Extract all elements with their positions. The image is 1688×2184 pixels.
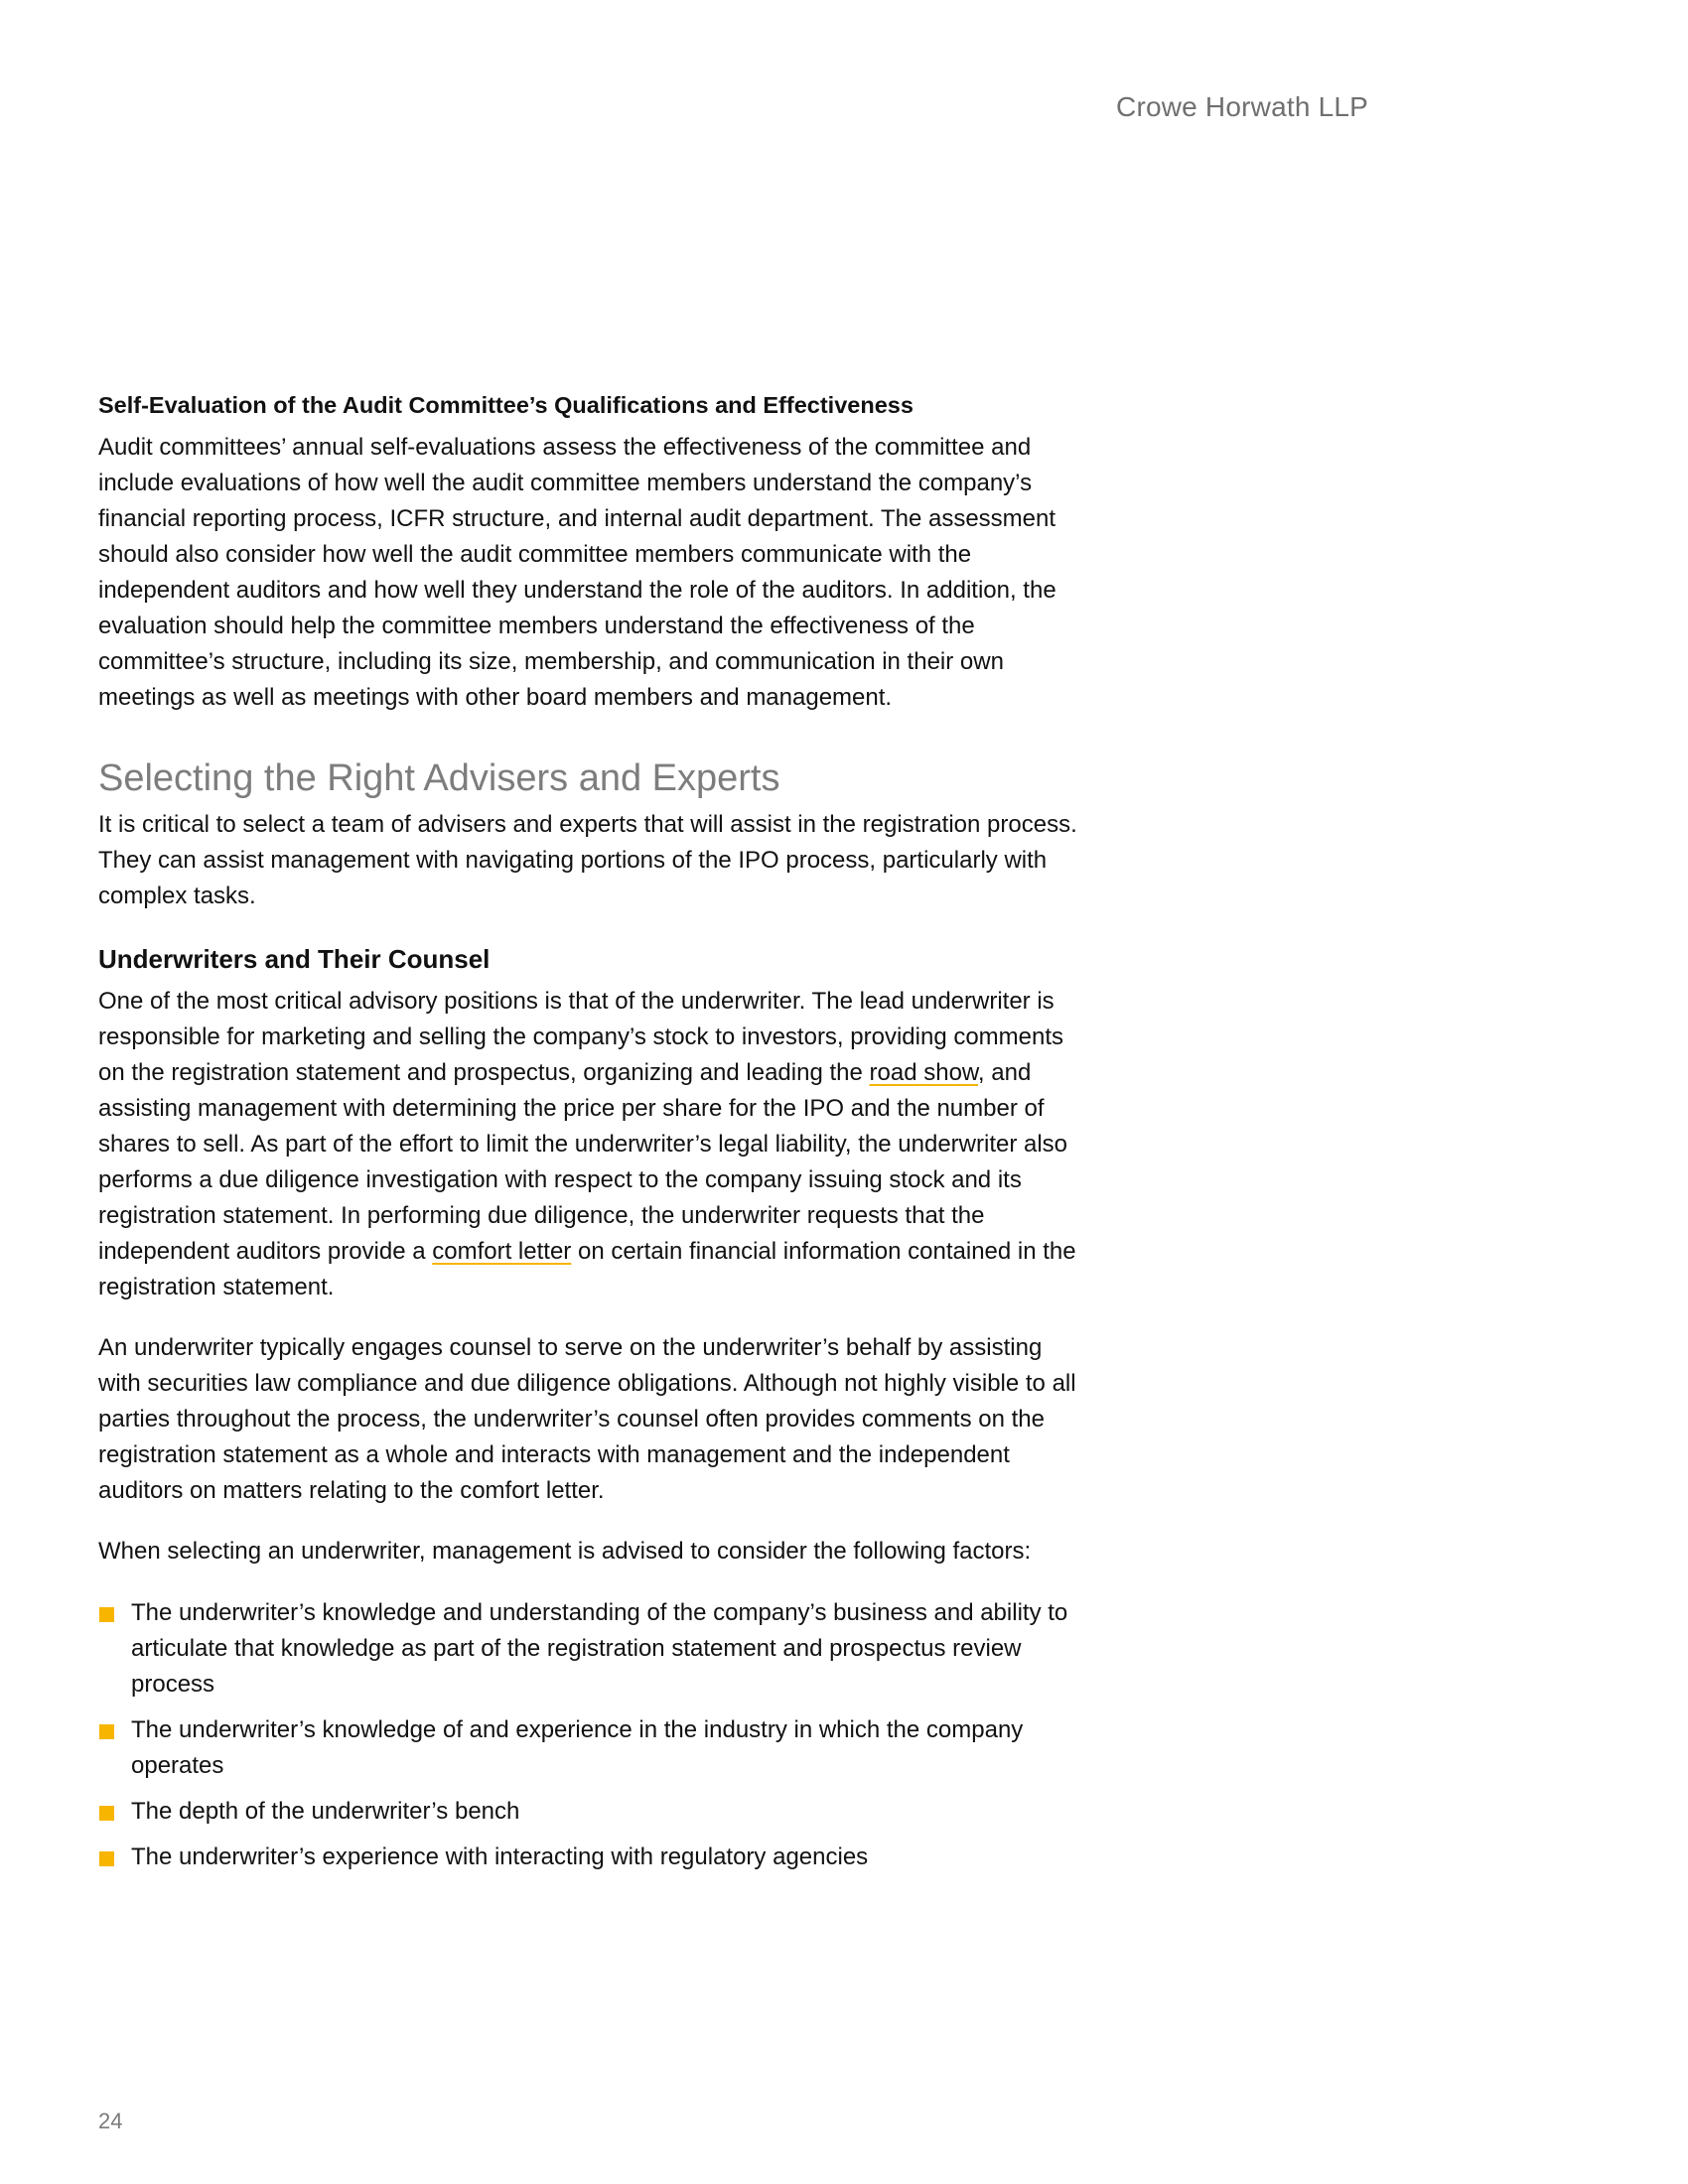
self-evaluation-body: Audit committees’ annual self-evaluations assess the effectiveness of the committee and include evaluations of how well the audit committee members understand the company’s financial reporting process, ICFR structure, and internal audit department. The assessment should also consider how well the audit committee members communicate with the independent auditors and how well they understand the role of the auditors. In addition, the evaluation should help the committee members understand the effectiveness of the committee’s structure, including its size, membership, and communication in their own meetings as well as meetings with other board members and management. [98,434,1056,711]
section-title-advisers: Selecting the Right Advisers and Experts [98,757,780,799]
advisers-intro: It is critical to select a team of advisers and experts that will assist in the registration process. They can assist management with navigating portions of the IPO process, particularly with complex tasks. [98,811,1077,909]
square-bullet-icon [99,1806,114,1821]
page-number: 24 [98,2109,123,2133]
underwriters-p1-text-b: , and assisting management with determining the price per share for the IPO and the number of shares to sell. As part of the effort to limit the underwriter’s legal liability, the underwriter also performs a due diligence investigation with respect to the company issuing stock and its registration statement. In performing due diligence, the underwriter requests that the independent auditors provide a [98,1059,1068,1265]
list-item [98,1794,1081,1830]
firm-name-header: Crowe Horwath LLP [1116,91,1368,122]
list-item [98,1840,1081,1875]
underwriters-paragraph-3: When selecting an underwriter, management is advised to consider the following factors: [98,1538,1032,1565]
underwriters-paragraph-2: An underwriter typically engages counsel to serve on the underwriter’s behalf by assisting with securities law compliance and due diligence obligations. Although not highly visible to all parties throughout the process, the underwriter’s counsel often provides comments on the registration statement as a whole and interacts with management and the independent auditors on matters relating to the comfort letter. [98,1334,1076,1504]
underwriters-paragraph-1 [98,984,1081,1305]
self-evaluation-heading: Self-Evaluation of the Audit Committee’s Qualifications and Effectiveness [98,392,914,418]
square-bullet-icon [99,1724,114,1739]
underwriters-heading: Underwriters and Their Counsel [98,944,491,974]
square-bullet-icon [99,1851,114,1866]
list-item [98,1712,1081,1784]
road-show-link[interactable]: road show [869,1059,978,1086]
list-item-text: The underwriter’s knowledge and understanding of the company’s business and ability to articulate that knowledge as part of the registration statement and prospectus review process [131,1599,1068,1698]
list-item-text: The underwriter’s knowledge of and experience in the industry in which the company operates [131,1716,1024,1779]
underwriters-p1-text-c: on certain financial information contained in the registration statement. [98,1238,1076,1300]
list-item-text: The depth of the underwriter’s bench [131,1798,520,1825]
list-item-text: The underwriter’s experience with interacting with regulatory agencies [131,1843,869,1870]
underwriters-p1-text-a: One of the most critical advisory positions is that of the underwriter. The lead underwriter is responsible for marketing and selling the company’s stock to investors, providing comments on the registration statement and prospectus, organizing and leading the [98,988,1064,1086]
square-bullet-icon [99,1607,114,1622]
underwriter-factors-list [98,1595,1081,1875]
page-content [98,390,1081,1885]
list-item [98,1595,1081,1703]
comfort-letter-link[interactable]: comfort letter [432,1238,572,1265]
